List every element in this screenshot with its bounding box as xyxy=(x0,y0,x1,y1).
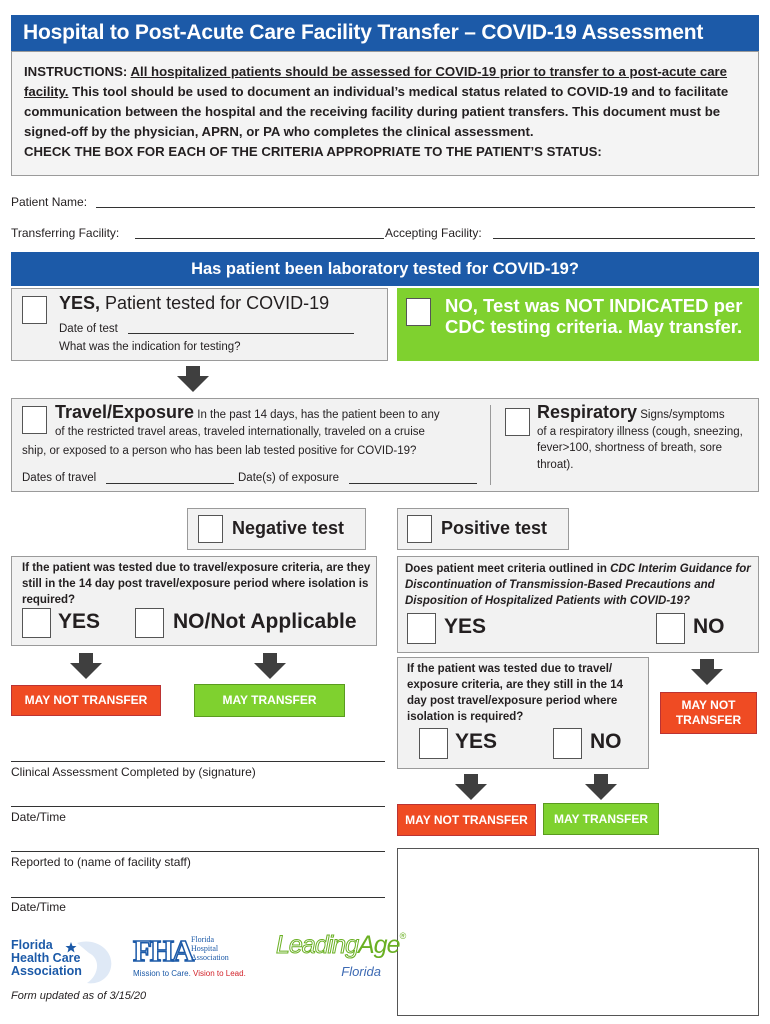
leadingage-florida: Florida xyxy=(341,964,381,979)
positive-no-may-not-transfer xyxy=(660,692,757,734)
clinical-signature-line[interactable] xyxy=(11,746,385,762)
yes-tested-title-bold: YES, xyxy=(59,293,101,313)
respiratory-text-first: Signs/symptoms xyxy=(637,409,725,421)
down-arrow-icon xyxy=(254,653,286,679)
yes-tested-checkbox[interactable] xyxy=(22,296,47,324)
instructions-emphasis: All hospitalized patients should be assessed for COVID-19 prior to transfer to a post-acute care facility. xyxy=(24,64,728,99)
travel-exposure-checkbox[interactable] xyxy=(22,406,47,434)
fha-name xyxy=(191,935,229,962)
fha-name-line-1: Florida xyxy=(191,935,215,944)
positive-no-label: NO xyxy=(693,615,725,638)
fha-name-line-3: Association xyxy=(191,953,229,962)
travel-exposure-title: Travel/Exposure xyxy=(55,402,195,422)
leadingage-wordmark xyxy=(276,931,405,960)
travel-exposure-text xyxy=(55,404,485,441)
positive-question-prefix: Does patient meet criteria outlined in xyxy=(405,563,611,575)
date-of-test-field[interactable] xyxy=(128,320,354,334)
instructions-text xyxy=(24,62,746,142)
negative-question: If the patient was tested due to travel/exposure criteria, are they still in the 14 day post travel/exposure period where isolation is required? xyxy=(22,562,371,606)
tested-question: Has patient been laboratory tested for COVID-19? xyxy=(191,259,579,278)
date-time-label-2: Date/Time xyxy=(11,900,66,914)
fha-tagline xyxy=(133,969,246,978)
positive-test-label: Positive test xyxy=(441,518,548,538)
notes-box[interactable] xyxy=(397,848,759,1016)
fha-mark: FHA xyxy=(133,933,193,968)
clinical-signature-label: Clinical Assessment Completed by (signature) xyxy=(11,765,256,779)
respiratory-title: Respiratory xyxy=(537,402,638,422)
accepting-facility-field[interactable] xyxy=(493,223,755,239)
negative-may-not-transfer: MAY NOT TRANSFER xyxy=(11,685,161,716)
date-time-line-2[interactable] xyxy=(11,882,385,898)
travel-exposure-text-second: of the restricted travel areas, traveled internationally, traveled on a cruise xyxy=(55,426,425,438)
negative-may-transfer: MAY TRANSFER xyxy=(194,684,345,717)
positive-sub-yes-checkbox[interactable] xyxy=(419,728,448,759)
positive-question xyxy=(405,561,753,609)
fhca-line-3: Association xyxy=(11,964,82,978)
fha-tagline-a: Mission to Care. xyxy=(133,969,191,978)
instructions-label: INSTRUCTIONS: xyxy=(24,64,128,79)
fhca-line-1: Florida xyxy=(11,938,53,952)
fhca-line-2: Health Care xyxy=(11,951,81,965)
fha-tagline-b: Vision to Lead. xyxy=(190,969,246,978)
title-bar xyxy=(11,15,759,51)
positive-question-italic: CDC Interim Guidance for Discontinuation of Transmission-Based Precautions and Disposition of Hospitalized Patients with COVID-19? xyxy=(405,563,751,607)
indication-label: What was the indication for testing? xyxy=(59,341,241,353)
down-arrow-icon xyxy=(70,653,102,679)
instructions-check: CHECK THE BOX FOR EACH OF THE CRITERIA APPROPRIATE TO THE PATIENT’S STATUS: xyxy=(24,144,602,159)
negative-test-checkbox[interactable] xyxy=(198,515,223,543)
no-tested-text: NO, Test was NOT INDICATED per CDC testing criteria. May transfer. xyxy=(445,295,743,337)
travel-exposure-text-first: In the past 14 days, has the patient been to any xyxy=(194,409,440,421)
positive-may-not-transfer: MAY NOT TRANSFER xyxy=(397,804,536,836)
fhca-logo-text xyxy=(11,939,82,978)
reported-to-line[interactable] xyxy=(11,836,385,852)
dates-of-travel-label: Dates of travel xyxy=(22,472,97,484)
positive-sub-no-label: NO xyxy=(590,730,622,753)
positive-sub-yes-label: YES xyxy=(455,730,498,753)
negative-no-label: NO/Not Applicable xyxy=(173,610,357,633)
down-arrow-icon xyxy=(177,366,209,392)
dates-of-exposure-label: Date(s) of exposure xyxy=(238,472,339,484)
positive-no-may-not-transfer-label: MAY NOT TRANSFER xyxy=(675,698,742,727)
positive-no-checkbox[interactable] xyxy=(656,613,685,644)
fha-logo xyxy=(133,933,258,981)
transferring-facility-label: Transferring Facility: xyxy=(11,226,120,240)
positive-sub-question: If the patient was tested due to travel/ exposure criteria, are they still in the 14 day post travel/exposure period where isolation is required? xyxy=(407,663,624,723)
transferring-facility-field[interactable] xyxy=(135,223,384,239)
fhca-logo xyxy=(11,939,121,984)
travel-exposure-text-third: ship, or exposed to a person who has been lab tested positive for COVID-19? xyxy=(22,445,417,457)
leadingage-reg: ® xyxy=(399,931,406,941)
date-time-label-1: Date/Time xyxy=(11,810,66,824)
reported-to-label: Reported to (name of facility staff) xyxy=(11,855,191,869)
date-of-test-label: Date of test xyxy=(59,323,118,335)
yes-tested-title-rest: Patient tested for COVID-19 xyxy=(100,293,330,313)
accepting-facility-label: Accepting Facility: xyxy=(385,226,482,240)
respiratory-text xyxy=(537,404,755,473)
positive-yes-label: YES xyxy=(444,615,487,638)
negative-yes-checkbox[interactable] xyxy=(22,608,51,638)
instructions-body: This tool should be used to document an individual’s medical status related to COVID-19 and to facilitate communication between the hospital and the receiving facility during patient transfers. This document must be signed-off by the physician, APRN, or PA who completes the clinical assessment. xyxy=(24,84,729,139)
page-title: Hospital to Post-Acute Care Facility Transfer – COVID-19 Assessment xyxy=(23,21,704,44)
down-arrow-icon xyxy=(455,774,487,800)
negative-no-checkbox[interactable] xyxy=(135,608,164,638)
positive-sub-no-checkbox[interactable] xyxy=(553,728,582,759)
box-divider xyxy=(490,405,491,485)
respiratory-checkbox[interactable] xyxy=(505,408,530,436)
patient-name-field[interactable] xyxy=(96,192,755,208)
date-time-line-1[interactable] xyxy=(11,791,385,807)
negative-yes-label: YES xyxy=(58,610,101,633)
yes-tested-title xyxy=(59,293,329,314)
negative-test-label: Negative test xyxy=(232,518,345,538)
leadingage-leading: Leading xyxy=(276,931,358,959)
down-arrow-icon xyxy=(585,774,617,800)
patient-name-label: Patient Name: xyxy=(11,195,88,209)
down-arrow-icon xyxy=(691,659,723,685)
leadingage-logo xyxy=(276,931,406,983)
form-updated: Form updated as of 3/15/20 xyxy=(11,990,147,1002)
instructions-box xyxy=(11,51,759,176)
positive-test-checkbox[interactable] xyxy=(407,515,432,543)
tested-question-bar xyxy=(11,252,759,286)
respiratory-text-rest: of a respiratory illness (cough, sneezing, fever>100, shortness of breath, sore throat). xyxy=(537,425,743,471)
positive-may-transfer: MAY TRANSFER xyxy=(543,803,659,835)
dates-of-travel-field[interactable] xyxy=(106,470,234,484)
dates-of-exposure-field[interactable] xyxy=(349,470,477,484)
no-tested-checkbox[interactable] xyxy=(406,298,431,326)
fha-name-line-2: Hospital xyxy=(191,944,219,953)
positive-yes-checkbox[interactable] xyxy=(407,613,436,644)
leadingage-age: Age xyxy=(357,931,400,959)
